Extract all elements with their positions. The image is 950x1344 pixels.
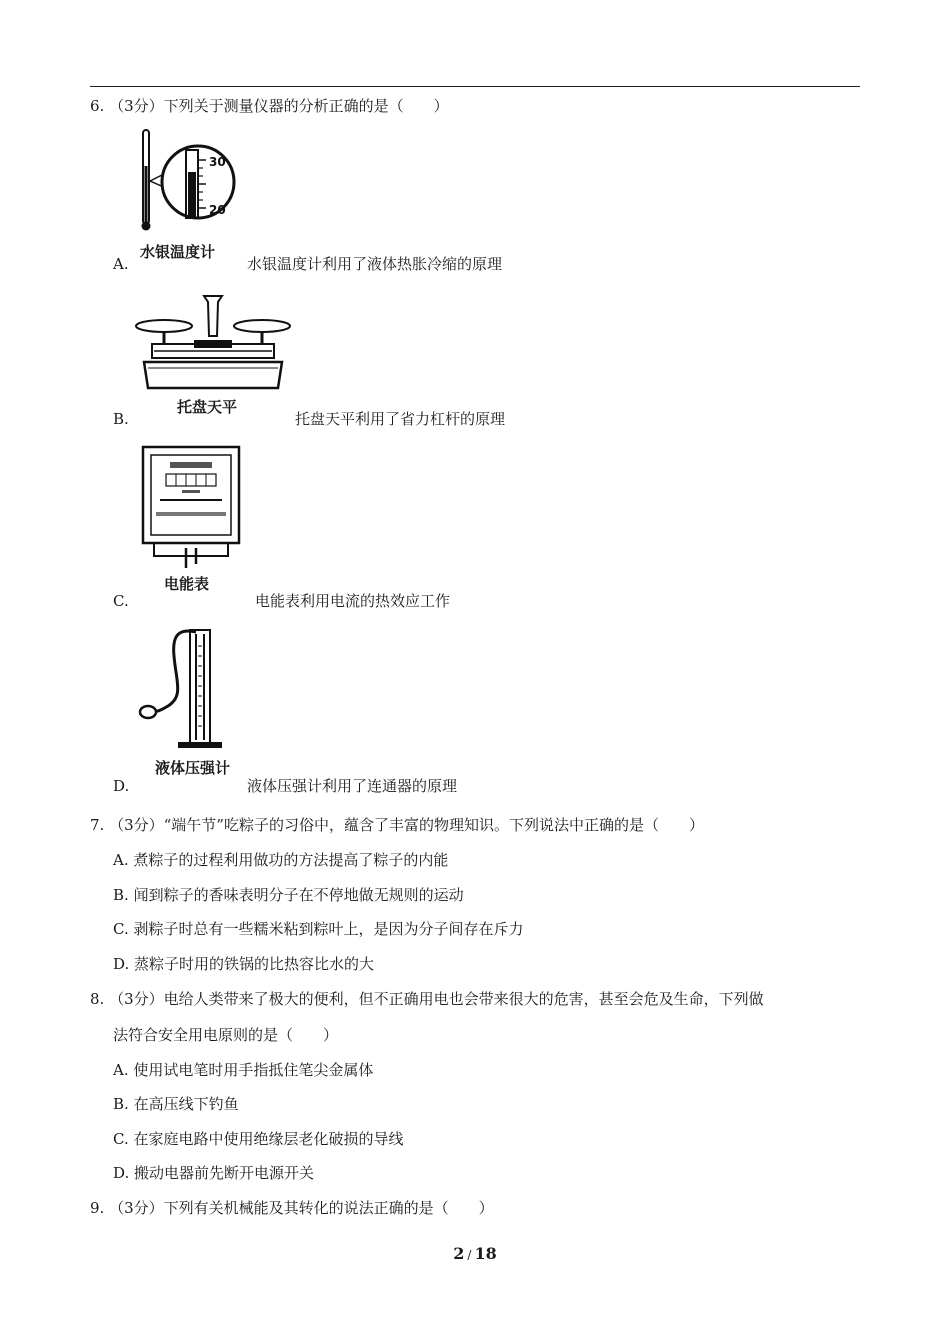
page-number: 2 / 18 <box>453 1244 497 1263</box>
header-rule <box>90 86 860 87</box>
option-8b: B. 在高压线下钓鱼 <box>113 1095 239 1113</box>
balance-figure <box>134 288 292 394</box>
option-6d-text: 液体压强计利用了连通器的原理 <box>247 777 458 795</box>
question-8-stem: 8. （3分）电给人类带来了极大的便利，但不正确用电也会带来很大的危害，甚至会危及生命，下列做 <box>90 990 764 1008</box>
question-6-stem: 6. （3分）下列关于测量仪器的分析正确的是（ ） <box>90 97 449 115</box>
thermometer-scale-20: 20 <box>209 203 226 217</box>
pressure-gauge-figure <box>138 626 230 754</box>
question-7-stem: 7. （3分）“端午节”吃粽子的习俗中，蕴含了丰富的物理知识。下列说法中正确的是（ ） <box>90 816 704 834</box>
pressure-gauge-caption: 液体压强计 <box>155 759 231 777</box>
option-8d: D. 搬动电器前先断开电源开关 <box>113 1164 315 1182</box>
question-8-stem-continued: 法符合安全用电原则的是（ ） <box>113 1026 339 1044</box>
option-6b-label: B. <box>113 410 129 428</box>
thermometer-figure <box>136 126 246 236</box>
option-7b: B. 闻到粽子的香味表明分子在不停地做无规则的运动 <box>113 886 464 904</box>
option-6a-label: A. <box>113 255 129 273</box>
option-6a-text: 水银温度计利用了液体热胀冷缩的原理 <box>247 255 503 273</box>
electric-meter-figure <box>140 444 242 570</box>
balance-caption: 托盘天平 <box>177 398 238 416</box>
thermometer-scale-30: 30 <box>209 155 226 169</box>
option-8a: A. 使用试电笔时用手指抵住笔尖金属体 <box>113 1061 374 1079</box>
option-6d-label: D. <box>113 777 130 795</box>
question-9-stem: 9. （3分）下列有关机械能及其转化的说法正确的是（ ） <box>90 1199 494 1217</box>
option-6c-text: 电能表利用电流的热效应工作 <box>255 592 451 610</box>
electric-meter-caption: 电能表 <box>164 575 210 593</box>
option-7a: A. 煮粽子的过程利用做功的方法提高了粽子的内能 <box>113 851 449 869</box>
thermometer-caption: 水银温度计 <box>140 243 216 261</box>
option-6b-text: 托盘天平利用了省力杠杆的原理 <box>295 410 506 428</box>
option-7c: C. 剥粽子时总有一些糯米粘到粽叶上，是因为分子间存在斥力 <box>113 920 524 938</box>
option-7d: D. 蒸粽子时用的铁锅的比热容比水的大 <box>113 955 375 973</box>
option-8c: C. 在家庭电路中使用绝缘层老化破损的导线 <box>113 1130 404 1148</box>
option-6c-label: C. <box>113 592 129 610</box>
